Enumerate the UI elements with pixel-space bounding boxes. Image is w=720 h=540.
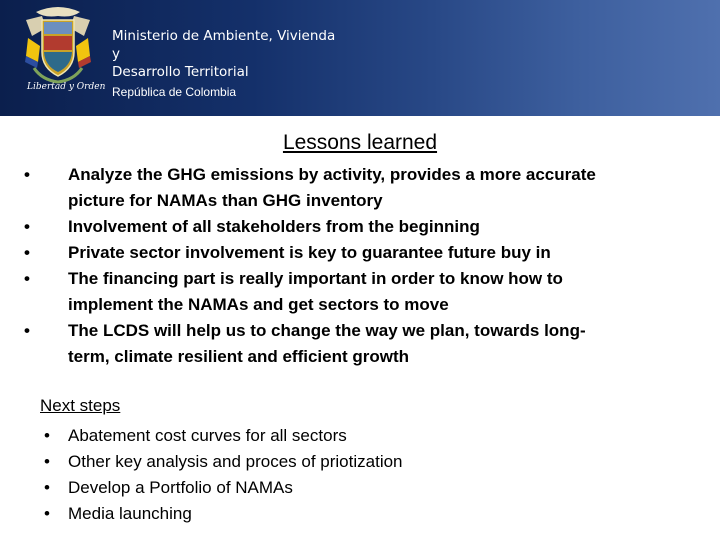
bullet: • (44, 426, 50, 445)
list-item (24, 162, 684, 214)
bullet: • (44, 452, 50, 471)
list-item-text: The financing part is really important in order to know how to (68, 269, 563, 288)
list-item (44, 423, 403, 449)
bullet: • (24, 269, 30, 288)
list-item-text: Other key analysis and proces of priotization (68, 452, 403, 471)
next-steps-heading: Next steps (40, 396, 121, 415)
list-item (24, 266, 684, 318)
header-banner (0, 0, 720, 116)
bullet: • (44, 478, 50, 497)
list-item-text: Media launching (68, 504, 192, 523)
bullet: • (24, 243, 30, 262)
next-steps-list (44, 423, 403, 527)
list-item (24, 318, 684, 370)
list-item-text: Abatement cost curves for all sectors (68, 426, 347, 445)
slide-title: Lessons learned (282, 131, 438, 154)
lessons-list (24, 162, 684, 370)
list-item-text: implement the NAMAs and get sectors to move (68, 295, 449, 314)
list-item-text: picture for NAMAs than GHG inventory (68, 191, 383, 210)
republic-label: República de Colombia (112, 85, 237, 99)
list-item-text: Develop a Portfolio of NAMAs (68, 478, 293, 497)
ministry-line: Ministerio de Ambiente, Vivienda (112, 28, 336, 44)
logo-motto: Libertad y Orden (27, 82, 106, 92)
bullet: • (44, 504, 50, 523)
list-item (44, 449, 403, 475)
bullet: • (24, 321, 30, 340)
list-item (24, 240, 684, 266)
list-item-text: Involvement of all stakeholders from the beginning (68, 217, 480, 236)
ministry-line: Desarrollo Territorial (112, 64, 249, 80)
ministry-line: y (112, 46, 120, 62)
bullet: • (24, 217, 30, 236)
list-item (24, 214, 684, 240)
bullet: • (24, 165, 30, 184)
list-item-text: Analyze the GHG emissions by activity, provides a more accurate (68, 165, 596, 184)
list-item-text: term, climate resilient and efficient growth (68, 347, 410, 366)
list-item (44, 501, 403, 527)
list-item-text: The LCDS will help us to change the way we plan, towards long- (68, 321, 586, 340)
ministry-name (112, 27, 335, 81)
list-item (44, 475, 403, 501)
list-item-text: Private sector involvement is key to guarantee future buy in (68, 243, 551, 262)
